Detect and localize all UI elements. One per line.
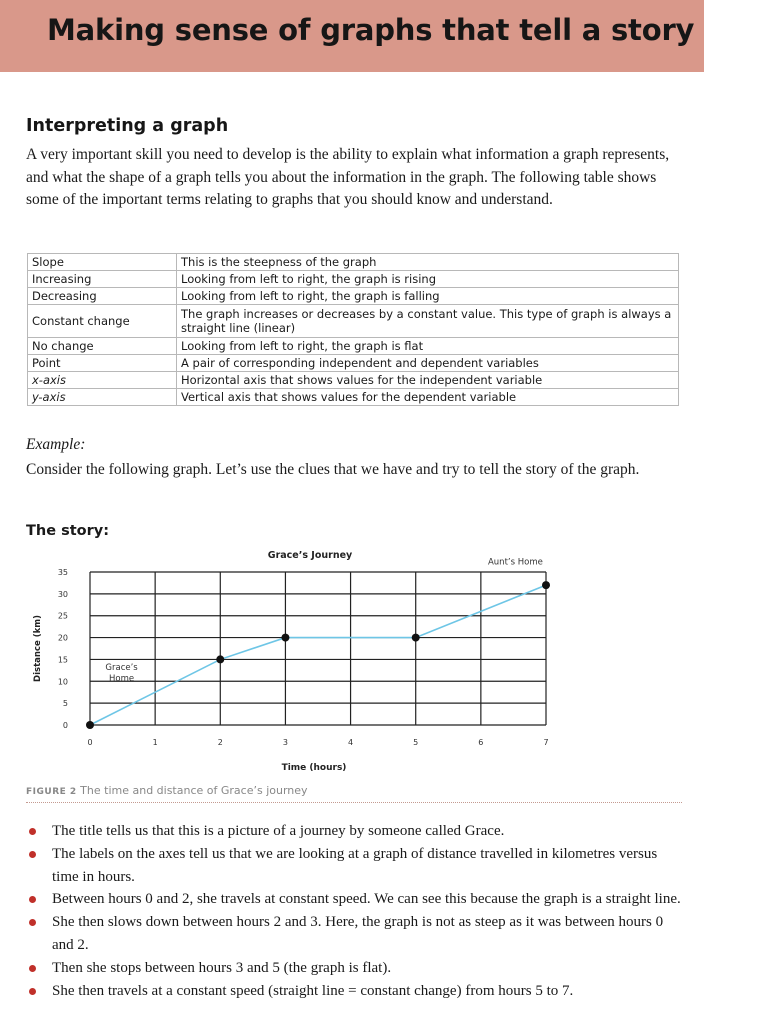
y-axis-label: Distance (km)	[33, 615, 43, 682]
definition-cell: Horizontal axis that shows values for the independent variable	[177, 372, 679, 389]
terms-row	[28, 305, 679, 338]
bullet-item	[26, 820, 686, 843]
annotation-grace-home: Grace’s	[105, 663, 138, 674]
bullet-text: Between hours 0 and 2, she travels at constant speed. We can see this because the graph is a straight line.	[52, 891, 681, 908]
annotation-grace-home-line2: Home	[109, 674, 135, 685]
definition-cell: The graph increases or decreases by a constant value. This type of graph is always a straight line (linear)	[177, 305, 679, 338]
story-bullets	[26, 820, 686, 1002]
figure-caption	[26, 784, 308, 797]
term-cell: Point	[28, 355, 177, 372]
y-tick-label: 30	[57, 589, 68, 599]
terms-row	[28, 338, 679, 355]
data-point	[542, 581, 550, 589]
bullet-dot-icon	[29, 828, 36, 835]
x-tick-label: 2	[217, 738, 223, 747]
y-tick-label: 0	[62, 721, 68, 730]
term-cell: Slope	[28, 254, 177, 271]
x-tick-label: 3	[282, 738, 288, 747]
y-tick-label: 5	[62, 699, 68, 709]
definition-cell: A pair of corresponding independent and dependent variables	[177, 355, 679, 372]
terms-row	[28, 389, 679, 406]
section-heading: Interpreting a graph	[26, 116, 229, 136]
definition-cell: Looking from left to right, the graph is flat	[177, 338, 679, 355]
bullet-item	[26, 911, 686, 957]
terms-row	[28, 355, 679, 372]
x-axis-label: Time (hours)	[281, 763, 347, 773]
bullet-dot-icon	[29, 919, 36, 926]
definition-cell: Looking from left to right, the graph is falling	[177, 288, 679, 305]
series-line	[90, 585, 546, 725]
data-point	[412, 634, 420, 642]
bullet-text: Then she stops between hours 3 and 5 (the graph is flat).	[52, 959, 392, 976]
term-cell: y-axis	[28, 389, 177, 406]
term-cell: No change	[28, 338, 177, 355]
terms-row	[28, 254, 679, 271]
example-label: Example:	[26, 436, 86, 453]
definition-cell: Vertical axis that shows values for the dependent variable	[177, 389, 679, 406]
x-tick-label: 0	[87, 738, 93, 747]
page-title: Making sense of graphs that tell a story	[47, 13, 695, 47]
y-tick-label: 35	[57, 568, 68, 577]
x-tick-label: 7	[543, 738, 549, 747]
bullet-dot-icon	[29, 988, 36, 995]
chart-title: Grace’s Journey	[267, 550, 353, 561]
data-point	[216, 655, 224, 663]
x-tick-label: 6	[478, 738, 484, 747]
bullet-text: She then slows down between hours 2 and 3. Here, the graph is not as steep as it was between hours 0 and 2.	[52, 914, 664, 953]
x-tick-label: 5	[413, 738, 419, 747]
definition-cell: Looking from left to right, the graph is rising	[177, 271, 679, 288]
figure-caption-text: The time and distance of Grace’s journey	[80, 784, 308, 797]
title-banner	[0, 0, 704, 72]
bullet-dot-icon	[29, 896, 36, 903]
bullet-item	[26, 888, 686, 911]
story-heading: The story:	[26, 523, 110, 539]
y-tick-label: 25	[57, 611, 68, 621]
bullet-text: The labels on the axes tell us that we are looking at a graph of distance travelled in kilometres versus time in hours.	[52, 845, 658, 885]
bullet-dot-icon	[29, 965, 36, 972]
example-text: Consider the following graph. Let’s use the clues that we have and try to tell the story of the graph.	[26, 461, 640, 478]
term-cell: x-axis	[28, 372, 177, 389]
terms-row	[28, 271, 679, 288]
bullet-dot-icon	[29, 851, 36, 858]
bullet-item	[26, 980, 686, 1003]
bullet-text: The title tells us that this is a picture of a journey by someone called Grace.	[52, 823, 505, 839]
x-tick-label: 4	[348, 738, 354, 747]
annotation-aunts-home: Aunt’s Home	[487, 557, 543, 568]
figure-number: FIGURE 2	[26, 787, 77, 797]
terms-table	[27, 253, 679, 406]
y-tick-label: 15	[57, 655, 68, 665]
terms-row	[28, 288, 679, 305]
definition-cell: This is the steepness of the graph	[177, 254, 679, 271]
terms-row	[28, 372, 679, 389]
intro-paragraph: A very important skill you need to develop is the ability to explain what information a graph represents, and what the shape of a graph tells you about the information in the graph. The following table shows some of the important terms relating to graphs that you should know and understand.	[26, 146, 670, 208]
data-point	[281, 634, 289, 642]
caption-divider	[26, 802, 682, 803]
grace-journey-chart	[0, 540, 700, 780]
data-point	[86, 721, 94, 729]
bullet-text: She then travels at a constant speed (straight line = constant change) from hours 5 to 7.	[52, 982, 574, 999]
bullet-item	[26, 843, 686, 889]
x-tick-label: 1	[152, 738, 158, 747]
bullet-item	[26, 957, 686, 980]
term-cell: Constant change	[28, 305, 177, 338]
y-tick-label: 20	[57, 633, 68, 643]
term-cell: Increasing	[28, 271, 177, 288]
y-tick-label: 10	[57, 677, 68, 687]
term-cell: Decreasing	[28, 288, 177, 305]
